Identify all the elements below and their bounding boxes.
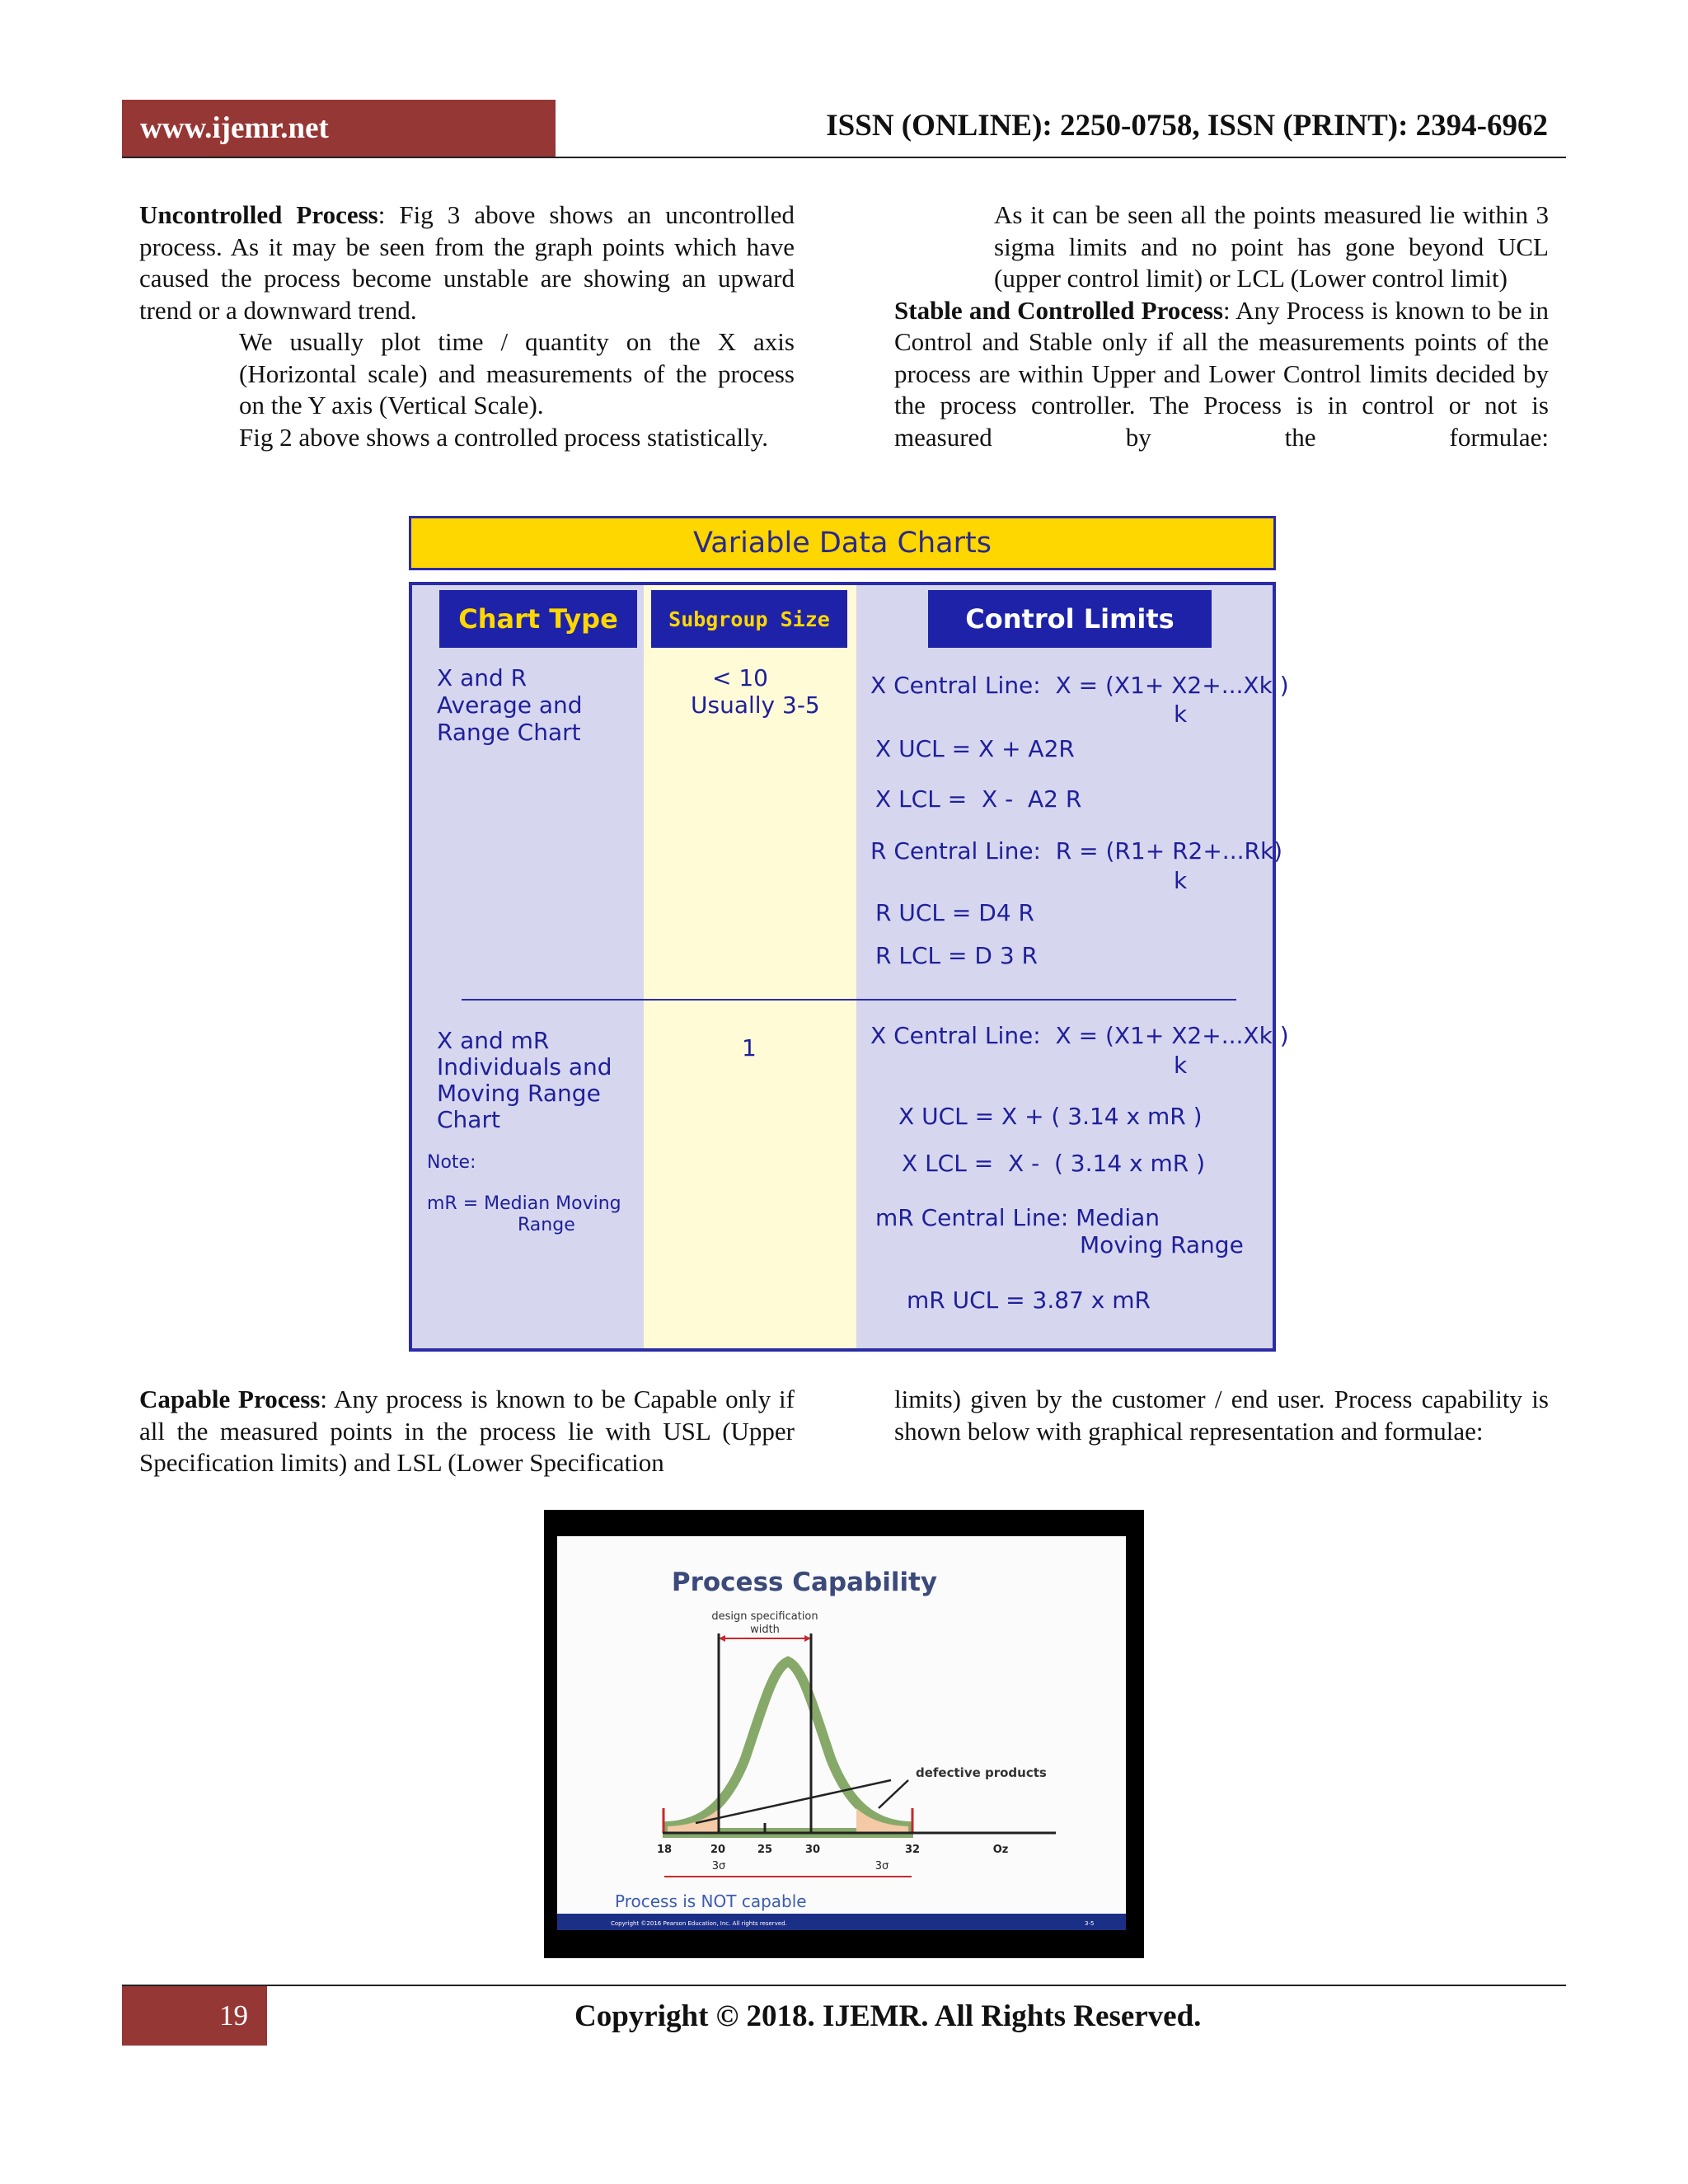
term-capable: Capable Process — [139, 1385, 321, 1413]
left-column-bottom — [139, 1384, 795, 1479]
footer-copyright: Copyright © 2018. IJEMR. All Rights Reserved. — [574, 1999, 1202, 2033]
row1-xbar-ucl: X UCL = X + A2R — [875, 735, 1075, 762]
row2-mr-central-line: mR Central Line: Median — [875, 1204, 1160, 1231]
paragraph-sigma-limits: As it can be seen all the points measured lie within 3 sigma limits and no point has gone beyond UCL (upper control limit) or LCL (Lower control limit) — [994, 200, 1549, 293]
left-column-top — [139, 199, 795, 453]
capability-title: Process Capability — [671, 1568, 938, 1597]
term-uncontrolled: Uncontrolled Process — [139, 200, 378, 229]
tick-label-30: 30 — [804, 1844, 821, 1856]
row2-x-lcl: X LCL = X - ( 3.14 x mR ) — [902, 1150, 1206, 1177]
row2-type-line3: Moving Range — [437, 1080, 601, 1107]
distribution-curve — [668, 1661, 908, 1833]
row2-note-label: Note: — [427, 1152, 476, 1173]
row1-r-central-line: R Central Line: R = (R1+ R2+...Rk) — [870, 837, 1283, 865]
footer-page-box — [122, 1986, 267, 2046]
row2-mr-central-line-cont: Moving Range — [1080, 1231, 1244, 1258]
header-subgroup-size: Subgroup Size — [651, 590, 847, 648]
footer-divider — [122, 1985, 1566, 1986]
row2-note-definition-cont: Range — [518, 1215, 575, 1235]
row1-type-line1: X and R — [437, 664, 528, 691]
page-number: 19 — [219, 1999, 248, 2032]
header-divider — [122, 157, 1566, 158]
row2-type-line4: Chart — [437, 1106, 500, 1133]
sigma-left-label: 3σ — [711, 1860, 726, 1872]
right-column-top — [894, 199, 1549, 453]
capability-slide — [557, 1536, 1126, 1930]
sigma-right-label: 3σ — [874, 1860, 889, 1872]
row2-type-line1: X and mR — [437, 1027, 550, 1054]
row1-subgroup-line2: Usually 3-5 — [691, 691, 820, 719]
tick-label-32: 32 — [904, 1844, 921, 1856]
spec-label-line2: width — [750, 1624, 780, 1636]
row1-r-lcl: R LCL = D 3 R — [875, 942, 1038, 969]
row1-r-k: k — [1174, 867, 1188, 894]
tick-label-25: 25 — [757, 1844, 773, 1856]
row2-x-central-line: X Central Line: X = (X1+ X2+...Xk ) — [870, 1022, 1289, 1049]
header-control-limits: Control Limits — [928, 590, 1212, 648]
header-site-url[interactable]: www.ijemr.net — [140, 111, 329, 145]
row1-type-line3: Range Chart — [437, 719, 581, 746]
row1-r-ucl: R UCL = D4 R — [875, 899, 1034, 926]
term-stable: Stable and Controlled Process — [894, 295, 1223, 325]
row-divider — [462, 999, 1236, 1001]
right-column-bottom — [894, 1384, 1549, 1447]
row1-type-line2: Average and — [437, 691, 583, 719]
row2-mr-ucl: mR UCL = 3.87 x mR — [907, 1286, 1151, 1314]
row2-x-k: k — [1174, 1052, 1188, 1079]
capability-diagram — [557, 1536, 1126, 1930]
verdict-label: Process is NOT capable — [615, 1891, 807, 1911]
paragraph-stable: Stable and Controlled Process: Any Process is known to be in Control and Stable only if all the measurements points of the process are within Upper and Lower Control limits decided by the process controller. The Process is in control or not is measured by the formulae: — [894, 295, 1549, 452]
figure-table — [409, 582, 1289, 1352]
row1-xbar-k: k — [1174, 701, 1188, 728]
row2-x-ucl: X UCL = X + ( 3.14 x mR ) — [898, 1103, 1203, 1130]
spec-label-line1: design specification — [711, 1610, 818, 1623]
defect-pointer-right — [879, 1780, 908, 1808]
process-capability-figure — [544, 1510, 1144, 1958]
paragraph-capability-intro: limits) given by the customer / end user. Process capability is shown below with graphical representation and formulae: — [894, 1385, 1549, 1446]
row1-xbar-central-line: X Central Line: X = (X1+ X2+...Xk ) — [870, 672, 1289, 699]
header-chart-type: Chart Type — [439, 590, 637, 648]
paragraph-uncontrolled: Uncontrolled Process: Fig 3 above shows an uncontrolled process. As it may be seen from the graph points which have caused the process become unstable are showing an upward trend or a downward trend. — [139, 200, 795, 325]
figure-title: Variable Data Charts — [409, 516, 1276, 570]
paragraph-plot-axes: We usually plot time / quantity on the X axis (Horizontal scale) and measurements of the process on the Y axis (Vertical Scale). — [239, 327, 795, 419]
defective-products-label: defective products — [916, 1765, 1047, 1780]
row2-type-line2: Individuals and — [437, 1053, 612, 1080]
paragraph-capable: Capable Process: Any process is known to be Capable only if all the measured points in the process lie with USL (Upper Specification limits) and LSL (Lower Specification — [139, 1385, 795, 1477]
row1-subgroup-line1: < 10 — [712, 664, 768, 691]
row2-note-definition: mR = Median Moving — [427, 1193, 621, 1214]
variable-data-charts-figure — [409, 516, 1289, 1352]
header-site-box — [122, 100, 556, 157]
row2-subgroup: 1 — [742, 1034, 757, 1062]
tick-label-oz: Oz — [992, 1844, 1009, 1856]
slide-copyright: Copyright ©2016 Pearson Education, Inc. All rights reserved. — [611, 1920, 787, 1927]
paragraph-fig2: Fig 2 above shows a controlled process statistically. — [239, 422, 768, 452]
row1-xbar-lcl: X LCL = X - A2 R — [875, 785, 1082, 813]
header-issn: ISSN (ONLINE): 2250-0758, ISSN (PRINT): 2394-6962 — [826, 109, 1548, 143]
tick-label-20: 20 — [710, 1844, 726, 1856]
tick-label-18: 18 — [656, 1844, 673, 1856]
slide-page-number: 3-5 — [1085, 1920, 1095, 1927]
